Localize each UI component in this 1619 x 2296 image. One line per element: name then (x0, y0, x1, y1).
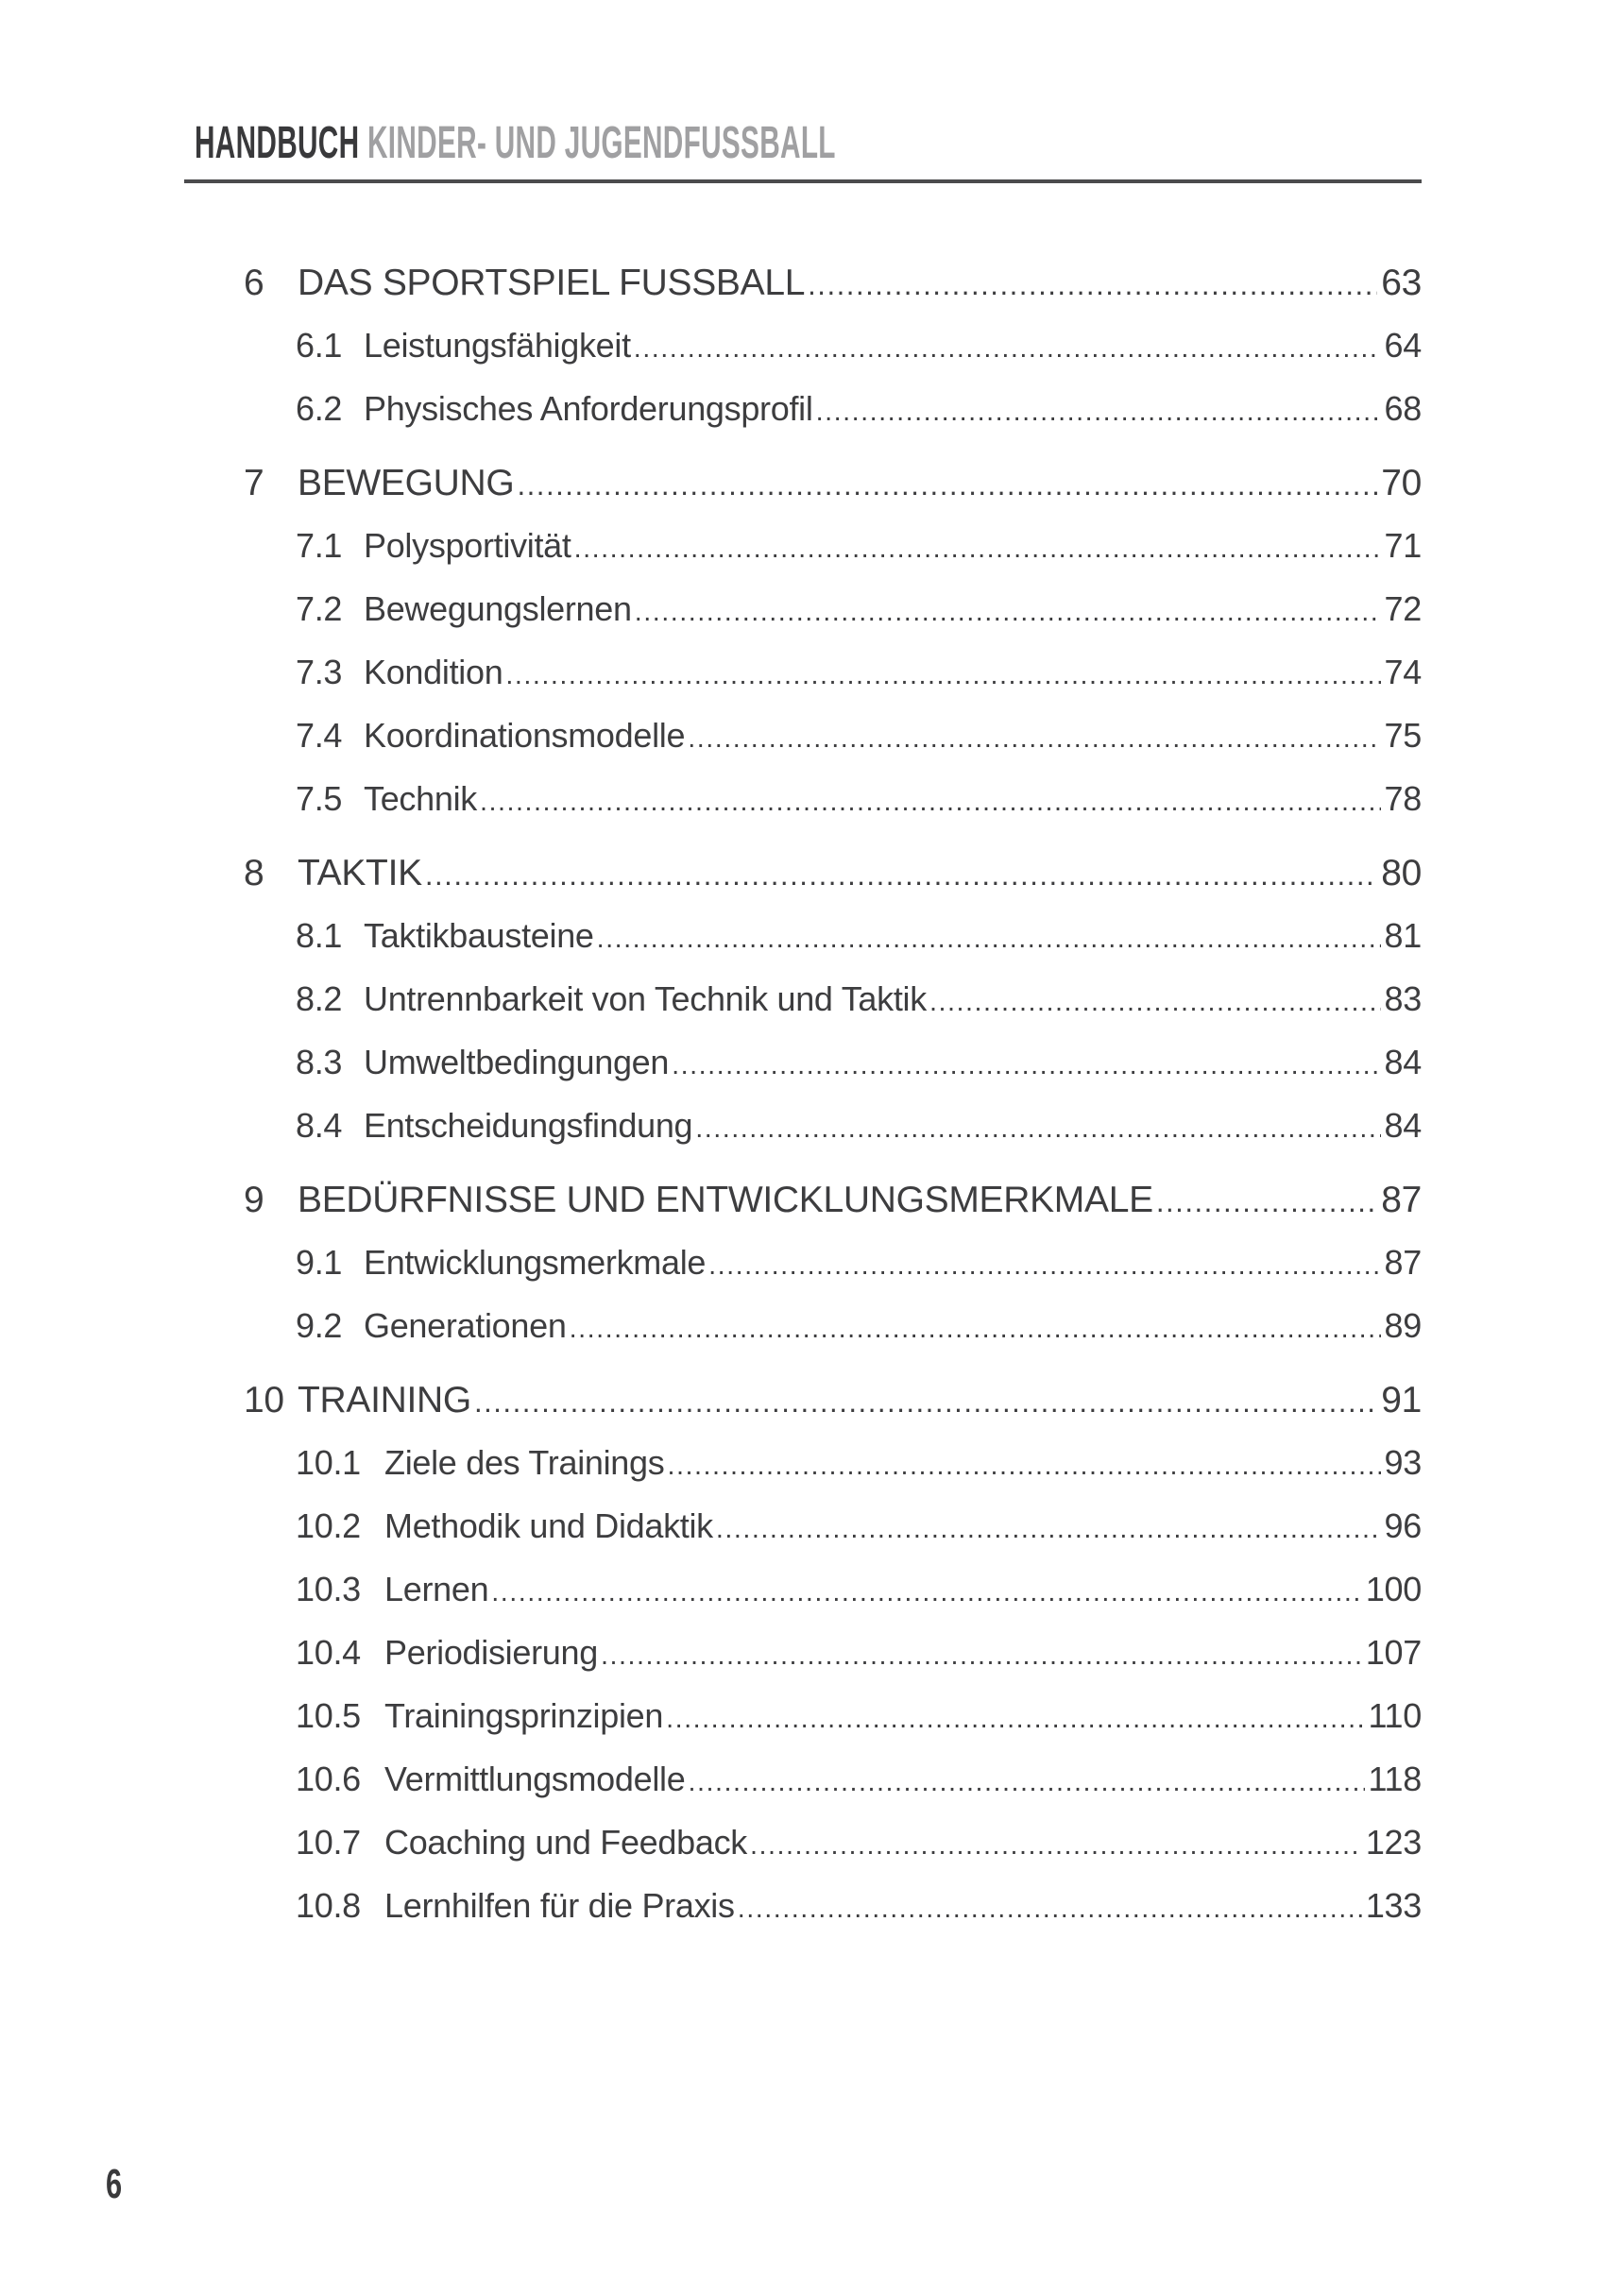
toc-subsection-entry (296, 1296, 1422, 1359)
toc-section-entry (244, 453, 1422, 516)
dot-leader (929, 972, 1381, 1032)
toc-entry-number: 8.4 (296, 1106, 343, 1145)
toc-entry-page: 93 (1384, 1443, 1422, 1482)
toc-entry-title: Umweltbedingungen (364, 1043, 670, 1081)
toc-subsection-entry (296, 579, 1422, 642)
toc-entry-title: Entscheidungsfindung (364, 1106, 693, 1145)
toc-subsection-entry (296, 1433, 1422, 1496)
dot-leader (505, 645, 1380, 706)
toc-entry-title: Generationen (364, 1306, 567, 1345)
toc-subsection-entry (296, 315, 1422, 379)
toc-entry-title: Technik (364, 779, 477, 818)
toc-entry-number: 7.2 (296, 589, 343, 628)
dot-leader (425, 845, 1377, 906)
toc-entry-page: 123 (1365, 1823, 1422, 1862)
toc-section-entry (244, 253, 1422, 315)
toc-entry-title: Lernhilfen für die Praxis (384, 1886, 735, 1925)
toc-section-entry (244, 1370, 1422, 1433)
dot-leader (574, 519, 1381, 579)
toc-entry-title: Bewegungslernen (364, 589, 632, 628)
toc-entry-number: 6.2 (296, 389, 343, 428)
toc-subsection-entry (296, 1749, 1422, 1812)
dot-leader (597, 909, 1381, 969)
dot-leader (634, 318, 1381, 379)
page-number: 6 (106, 2161, 123, 2207)
toc-entry-page: 70 (1381, 463, 1422, 503)
toc-entry-page: 87 (1381, 1180, 1422, 1220)
toc-entry-title: Untrennbarkeit von Technik und Taktik (364, 979, 927, 1018)
toc-entry-number: 10.6 (296, 1760, 361, 1798)
toc-entry-number: 7 (244, 463, 264, 503)
toc-subsection-entry (296, 1559, 1422, 1623)
book-title-primary: HANDBUCH (195, 118, 360, 168)
toc-entry-title: Leistungsfähigkeit (364, 326, 631, 365)
toc-entry-number: 8.2 (296, 979, 343, 1018)
toc-entry-title: Lernen (384, 1570, 489, 1608)
toc-entry-page: 84 (1384, 1106, 1422, 1145)
dot-leader (491, 1562, 1362, 1623)
dot-leader (570, 1299, 1381, 1359)
toc-entry-title: Vermittlungsmodelle (384, 1760, 686, 1798)
toc-entry-title: Coaching und Feedback (384, 1823, 747, 1862)
dot-leader (474, 1372, 1377, 1433)
book-title-secondary: KINDER- UND JUGENDFUSSBALL (366, 118, 836, 168)
toc-entry-number: 10 (244, 1380, 284, 1420)
toc-entry-page: 80 (1381, 853, 1422, 893)
toc-section-entry (244, 843, 1422, 906)
toc-entry-number: 10.4 (296, 1633, 361, 1672)
toc-entry-number: 7.3 (296, 653, 343, 691)
toc-entry-number: 10.2 (296, 1506, 361, 1545)
toc-entry-page: 87 (1384, 1243, 1422, 1282)
dot-leader (808, 255, 1377, 315)
toc-entry-title: TRAINING (298, 1380, 471, 1420)
dot-leader (635, 582, 1381, 642)
toc-entry-title: DAS SPORTSPIEL FUSSBALL (298, 263, 806, 303)
toc-entry-number: 7.1 (296, 526, 343, 565)
toc-entry-page: 91 (1381, 1380, 1422, 1420)
toc-entry-title: Physisches Anforderungsprofil (364, 389, 813, 428)
toc-subsection-entry (296, 1623, 1422, 1686)
toc-entry-number: 6 (244, 263, 264, 303)
dot-leader (666, 1689, 1364, 1749)
dot-leader (816, 382, 1381, 442)
dot-leader (517, 455, 1377, 516)
toc-entry-page: 63 (1381, 263, 1422, 303)
toc-entry-number: 10.3 (296, 1570, 361, 1608)
toc-entry-page: 72 (1384, 589, 1422, 628)
dot-leader (601, 1625, 1362, 1686)
dot-leader (672, 1035, 1380, 1096)
toc-subsection-entry (296, 1812, 1422, 1876)
toc-subsection-entry (296, 1233, 1422, 1296)
toc-entry-number: 10.5 (296, 1696, 361, 1735)
dot-leader (738, 1879, 1362, 1939)
toc-entry-title: Kondition (364, 653, 503, 691)
toc-subsection-entry (296, 969, 1422, 1032)
toc-subsection-entry (296, 1876, 1422, 1939)
toc-entry-number: 6.1 (296, 326, 343, 365)
toc-entry-page: 81 (1384, 916, 1422, 955)
toc-subsection-entry (296, 1096, 1422, 1159)
toc-entry-page: 64 (1384, 326, 1422, 365)
toc-entry-page: 71 (1384, 526, 1422, 565)
toc-subsection-entry (296, 906, 1422, 969)
toc-subsection-entry (296, 706, 1422, 769)
toc-entry-title: Methodik und Didaktik (384, 1506, 713, 1545)
dot-leader (480, 772, 1381, 832)
dot-leader (688, 708, 1380, 769)
toc-entry-number: 8 (244, 853, 264, 893)
toc-entry-number: 9 (244, 1180, 264, 1220)
toc-entry-number: 8.3 (296, 1043, 343, 1081)
toc-entry-page: 110 (1368, 1696, 1422, 1735)
toc-subsection-entry (296, 1686, 1422, 1749)
toc-subsection-entry (296, 379, 1422, 442)
dot-leader (667, 1436, 1380, 1496)
toc-entry-number: 9.2 (296, 1306, 343, 1345)
toc-entry-number: 10.8 (296, 1886, 361, 1925)
dot-leader (750, 1815, 1362, 1876)
toc-entry-title: BEDÜRFNISSE UND ENTWICKLUNGSMERKMALE (298, 1180, 1153, 1220)
toc-entry-page: 83 (1384, 979, 1422, 1018)
dot-leader (708, 1235, 1380, 1296)
dot-leader (695, 1098, 1380, 1159)
toc-entry-title: Polysportivität (364, 526, 571, 565)
toc-entry-page: 89 (1384, 1306, 1422, 1345)
toc-entry-title: Trainingsprinzipien (384, 1696, 664, 1735)
header-rule (184, 179, 1422, 183)
toc-entry-number: 9.1 (296, 1243, 343, 1282)
toc-entry-title: BEWEGUNG (298, 463, 515, 503)
toc-entry-page: 107 (1365, 1633, 1422, 1672)
toc-section-entry (244, 1170, 1422, 1233)
toc-entry-page: 84 (1384, 1043, 1422, 1081)
toc-subsection-entry (296, 769, 1422, 832)
toc-entry-number: 10.7 (296, 1823, 361, 1862)
toc-entry-number: 10.1 (296, 1443, 361, 1482)
dot-leader (716, 1499, 1381, 1559)
toc-entry-page: 100 (1365, 1570, 1422, 1608)
toc-subsection-entry (296, 1032, 1422, 1096)
toc-entry-page: 96 (1384, 1506, 1422, 1545)
toc-entry-page: 118 (1368, 1760, 1422, 1798)
toc-entry-page: 78 (1384, 779, 1422, 818)
dot-leader (1156, 1172, 1377, 1233)
toc-entry-page: 133 (1365, 1886, 1422, 1925)
dot-leader (688, 1752, 1364, 1812)
book-title (195, 117, 836, 169)
toc-entry-title: Koordinationsmodelle (364, 716, 686, 755)
toc-entry-page: 75 (1384, 716, 1422, 755)
toc-entry-number: 8.1 (296, 916, 343, 955)
toc-subsection-entry (296, 642, 1422, 706)
toc-entry-number: 7.4 (296, 716, 343, 755)
toc-subsection-entry (296, 1496, 1422, 1559)
toc-entry-page: 74 (1384, 653, 1422, 691)
toc-entry-title: Taktikbausteine (364, 916, 594, 955)
toc-entry-title: Periodisierung (384, 1633, 598, 1672)
toc-entry-title: TAKTIK (298, 853, 422, 893)
table-of-contents (244, 253, 1422, 1939)
toc-entry-title: Ziele des Trainings (384, 1443, 665, 1482)
toc-entry-number: 7.5 (296, 779, 343, 818)
toc-subsection-entry (296, 516, 1422, 579)
toc-entry-page: 68 (1384, 389, 1422, 428)
toc-entry-title: Entwicklungsmerkmale (364, 1243, 707, 1282)
